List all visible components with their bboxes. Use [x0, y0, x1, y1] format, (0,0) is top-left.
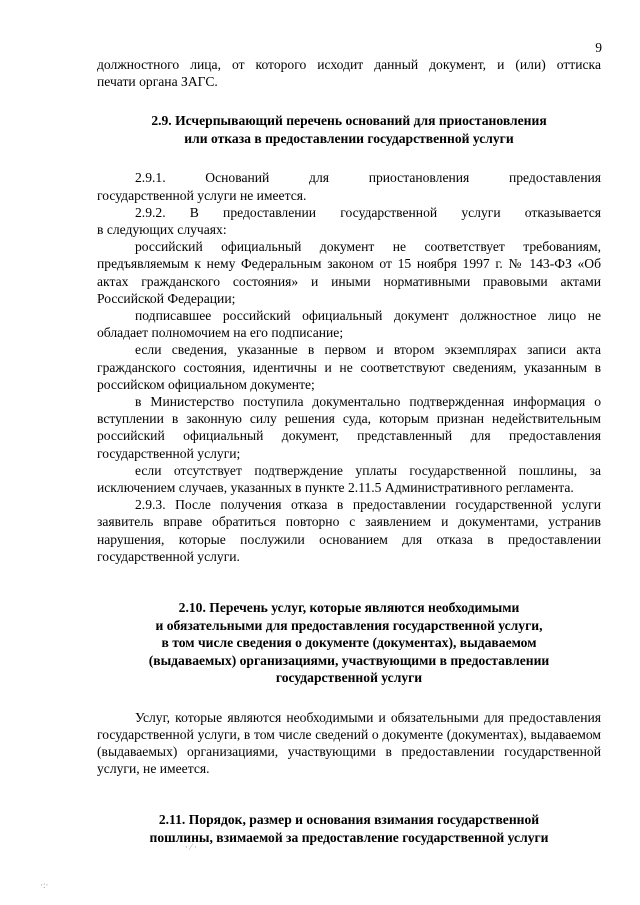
section-2-11-heading-line-1: 2.11. Порядок, размер и основания взимания государственной — [158, 812, 540, 828]
section-2-10-heading — [97, 599, 601, 687]
section-2-11-heading-line-2: пошлины, взимаемой за предоставление государственной услуги — [149, 829, 549, 845]
section-2-9-heading — [97, 112, 601, 147]
intro-line-2: печати органа ЗАГС. — [97, 74, 218, 90]
document-body — [97, 56, 601, 846]
refusal-case-4: в Министерство поступила документально подтвержденная информация о вступлении в законную силу решения суда, которым признан недействительным российский официальный документ, представленный для предоставления государственной услуги; — [97, 394, 601, 461]
scan-speck: · ⁄ · — [185, 842, 197, 852]
page-number: 9 — [595, 40, 602, 55]
paragraph-2-9-2-line-1: 2.9.2. В предоставлении государственной услуги отказывается — [135, 204, 601, 220]
section-2-11-heading — [97, 811, 601, 846]
section-2-10-heading-line-2: и обязательными для предоставления государственной услуги, — [155, 617, 543, 633]
paragraph-2-9-1-line-1: 2.9.1. Оснований для приостановления предоставления — [135, 170, 601, 186]
paragraph-2-9-3: 2.9.3. После получения отказа в предоставлении государственной услуги заявитель вправе обратиться повторно с заявлением и документами, устранив нарушения, которые послужили основанием для отказа в предоставлении государственной услуги. — [97, 497, 601, 564]
refusal-case-5: если отсутствует подтверждение уплаты государственной пошлины, за исключением случаев, указанных в пункте 2.11.5 Административного регламента. — [97, 462, 601, 496]
section-2-10-heading-line-1: 2.10. Перечень услуг, которые являются необходимыми — [178, 600, 520, 616]
paragraph-2-9-1-line-2: государственной услуги не имеется. — [97, 187, 307, 203]
refusal-case-2: подписавшее российский официальный документ должностное лицо не обладает полномочием на его подписание; — [97, 308, 601, 341]
scan-speck: ·:· — [40, 880, 49, 890]
section-2-10-heading-line-4: (выдаваемых) организациями, участвующими в предоставлении — [148, 652, 550, 668]
section-2-10-heading-line-3: в том числе сведения о документе (документах), выдаваемом — [161, 635, 537, 651]
refusal-case-1: российский официальный документ не соответствует требованиям, предъявляемым к нему Федеральным законом от 15 ноября 1997 г. № 143-ФЗ «Об актах гражданского состояния» и иными нормативными правовыми актами Российской Федерации; — [97, 239, 601, 306]
intro-line-1: должностного лица, от которого исходит данный документ, и (или) оттиска — [97, 57, 601, 72]
section-2-10-body: Услуг, которые являются необходимыми и обязательными для предоставления государственной услуги, в том числе сведений о документе (документах), выдаваемом (выдаваемых) организациями, участвующими в предоставлении государственной услуги, не имеется. — [97, 709, 601, 777]
section-2-10-heading-line-5: государственной услуги — [275, 670, 423, 686]
section-2-9-heading-line-1: 2.9. Исчерпывающий перечень оснований для приостановления — [151, 113, 547, 129]
paragraph-2-9-2-line-2: в следующих случаях: — [97, 222, 227, 238]
refusal-case-3: если сведения, указанные в первом и втором экземплярах записи акта гражданского состояния, идентичны и не соответствуют сведениям, указанным в российском официальном документе; — [97, 342, 601, 392]
section-2-9-heading-line-2: или отказа в предоставлении государственной услуги — [184, 130, 514, 146]
